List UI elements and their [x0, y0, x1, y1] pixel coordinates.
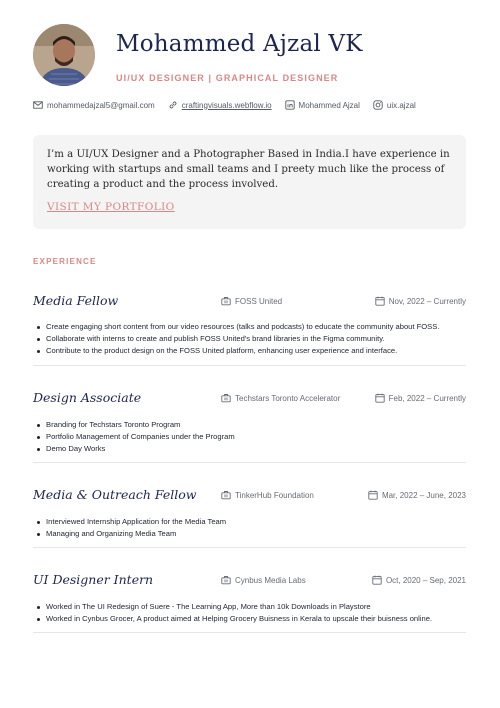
date-range: Oct, 2020 – Sep, 2021	[385, 575, 466, 585]
job-bullets	[33, 516, 466, 540]
briefcase-icon	[221, 575, 231, 585]
job-company	[221, 575, 306, 585]
job-company	[221, 393, 340, 403]
calendar-icon	[368, 490, 378, 500]
job-entry	[33, 293, 466, 357]
job-dates	[375, 296, 466, 306]
website-link[interactable]: craftingvisuals.webflow.io	[181, 100, 272, 110]
linkedin-text: Mohammed Ajzal	[298, 100, 360, 110]
list-item: Create engaging short content from our video resources (talks and podcasts) to educate the community about FOSS.	[33, 321, 466, 333]
job-bullets	[33, 321, 466, 357]
email-text: mohammedajzal5@gmail.com	[47, 100, 155, 110]
job-entry	[33, 390, 466, 455]
job-role-subtitle: UI/UX DESIGNER | GRAPHICAL DESIGNER	[116, 73, 339, 83]
date-range: Nov, 2022 – Currently	[388, 296, 466, 306]
instagram-icon	[373, 100, 383, 110]
company-name: FOSS United	[235, 296, 283, 306]
calendar-icon	[372, 575, 382, 585]
company-name: Cynbus Media Labs	[235, 575, 306, 585]
summary-card	[33, 135, 466, 229]
summary-text: I’m a UI/UX Designer and a Photographer Based in India.I have experience in working with startups and small teams and I preety much like the process of creating a product and the process involved.	[47, 149, 450, 190]
list-item: Branding for Techstars Toronto Program	[33, 419, 466, 431]
list-item: Worked in The UI Redesign of Suere - The Learning App, More than 10k Downloads in Playstore	[33, 601, 466, 613]
email-contact[interactable]	[33, 100, 155, 110]
list-item: Demo Day Works	[33, 443, 466, 455]
calendar-icon	[375, 296, 385, 306]
mail-icon	[33, 100, 43, 110]
job-company	[221, 296, 282, 306]
link-icon	[168, 100, 178, 110]
list-item: Managing and Organizing Media Team	[33, 528, 466, 540]
instagram-contact[interactable]	[373, 100, 416, 110]
company-name: Techstars Toronto Accelerator	[235, 393, 341, 403]
portfolio-link[interactable]: VISIT MY PORTFOLIO	[47, 201, 175, 213]
job-title: Media & Outreach Fellow	[33, 487, 197, 502]
job-entry	[33, 572, 466, 625]
job-title: UI Designer Intern	[33, 572, 154, 587]
divider	[33, 462, 466, 463]
job-title: Media Fellow	[33, 293, 119, 308]
date-range: Feb, 2022 – Currently	[388, 393, 466, 403]
job-dates	[375, 393, 466, 403]
job-dates	[372, 575, 466, 585]
briefcase-icon	[221, 393, 231, 403]
linkedin-contact[interactable]	[285, 100, 360, 110]
profile-photo	[33, 24, 95, 86]
divider	[33, 632, 466, 633]
experience-heading: EXPERIENCE	[33, 257, 97, 266]
contact-bar	[33, 98, 429, 112]
list-item: Portfolio Management of Companies under the Program	[33, 431, 466, 443]
website-contact[interactable]	[168, 100, 272, 110]
briefcase-icon	[221, 296, 231, 306]
company-name: TinkerHub Foundation	[235, 490, 314, 500]
divider	[33, 547, 466, 548]
list-item: Collaborate with interns to create and publish FOSS United's brand libraries in the Figma community.	[33, 333, 466, 345]
date-range: Mar, 2022 – June, 2023	[381, 490, 466, 500]
calendar-icon	[375, 393, 385, 403]
list-item: Contribute to the product design on the FOSS United platform, enhancing user experience and interface.	[33, 345, 466, 357]
job-entry	[33, 487, 466, 540]
divider	[33, 365, 466, 366]
linkedin-icon	[285, 100, 295, 110]
job-title: Design Associate	[33, 390, 142, 405]
list-item: Worked in Cynbus Grocer, A product aimed at Helping Grocery Buisness in Kerala to upscale their buisness online.	[33, 613, 466, 625]
job-bullets	[33, 419, 466, 455]
job-dates	[368, 490, 466, 500]
job-company	[221, 490, 314, 500]
job-bullets	[33, 601, 466, 625]
briefcase-icon	[221, 490, 231, 500]
person-photo-icon	[33, 24, 95, 86]
page-title: Mohammed Ajzal VK	[116, 31, 363, 57]
instagram-text: uix.ajzal	[386, 100, 416, 110]
list-item: Interviewed Internship Application for the Media Team	[33, 516, 466, 528]
